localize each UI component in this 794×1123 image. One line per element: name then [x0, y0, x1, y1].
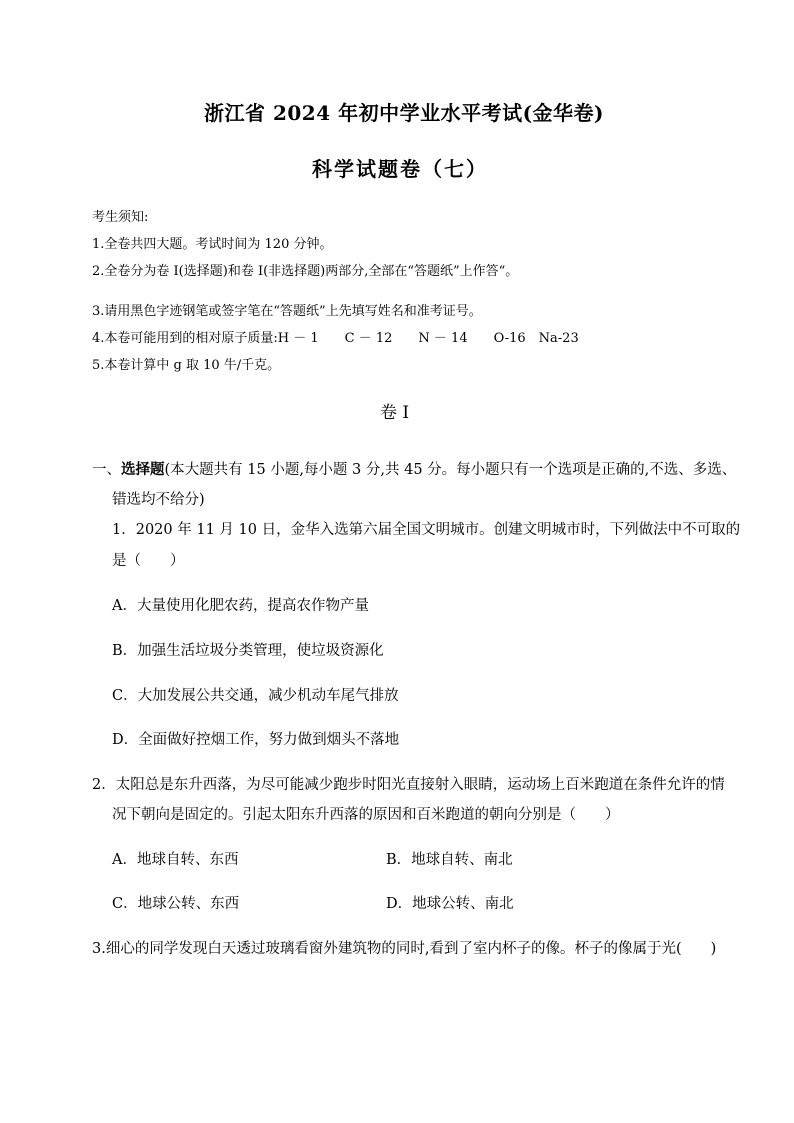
option-c: C．大加发展公共交通，减少机动车尾气排放 [112, 688, 399, 704]
question-stem: 3.细心的同学发现白天透过玻璃看窗外建筑物的同时,看到了室内杯子的像。杯子的像属于光( ) [92, 941, 717, 957]
notice-item-1: 1.全卷共四大题。考试时间为 120 分钟。 [92, 237, 333, 252]
question-stem-cont: 况下朝向是固定的。引起太阳东升西落的原因和百米跑道的朝向分别是（ ） [112, 807, 620, 823]
question-stem-cont: 是（ ） [112, 553, 185, 569]
option-d: D．全面做好控烟工作，努力做到烟头不落地 [112, 732, 400, 748]
option-a: A．大量使用化肥农药，提高农作物产量 [112, 598, 369, 614]
option-d: D．地球公转、南北 [386, 896, 514, 912]
part-one-heading [92, 458, 736, 479]
notice-item-4: 4.本卷可能用到的相对原子质量:H － 1 C － 12 N － 14 O-16 Na-23 [92, 331, 579, 346]
option-a: A．地球自转、东西 [112, 852, 239, 868]
exam-subtitle: 科学试题卷（七） [312, 157, 488, 181]
part-one-prefix: 一、 [92, 462, 121, 478]
part-one-heading-rest: (本大题共有 15 小题,每小题 3 分,共 45 分。每小题只有一个选项是正确的,不选、多选、 [164, 462, 737, 478]
notice-item-5: 5.本卷计算中 g 取 10 牛/千克。 [92, 358, 281, 373]
question-stem: 2．太阳总是东升西落，为尽可能减少跑步时阳光直接射入眼睛，运动场上百米跑道在条件允许的情 [92, 777, 725, 793]
notice-item-2: 2.全卷分为卷 I(选择题)和卷 I(非选择题)两部分,全部在“答题纸”上作答“。 [92, 264, 519, 279]
part-one-heading-bold: 选择题 [121, 461, 165, 478]
option-c: C．地球公转、东西 [112, 896, 240, 912]
section-label: 卷 I [380, 403, 410, 423]
option-b: B．地球自转、南北 [386, 852, 513, 868]
notice-heading: 考生须知: [92, 210, 149, 225]
notice-item-3: 3.请用黑色字迹钢笔或签字笔在“答题纸”上先填写姓名和准考证号。 [92, 304, 482, 319]
option-b: B．加强生活垃圾分类管理，使垃圾资源化 [112, 643, 384, 659]
part-one-heading-line2: 错选均不给分) [112, 492, 205, 508]
question-stem: 1．2020 年 11 月 10 日，金华入选第六届全国文明城市。创建文明城市时，下列做法中不可取的 [112, 522, 741, 538]
exam-title: 浙江省 2024 年初中学业水平考试(金华卷) [204, 101, 605, 125]
